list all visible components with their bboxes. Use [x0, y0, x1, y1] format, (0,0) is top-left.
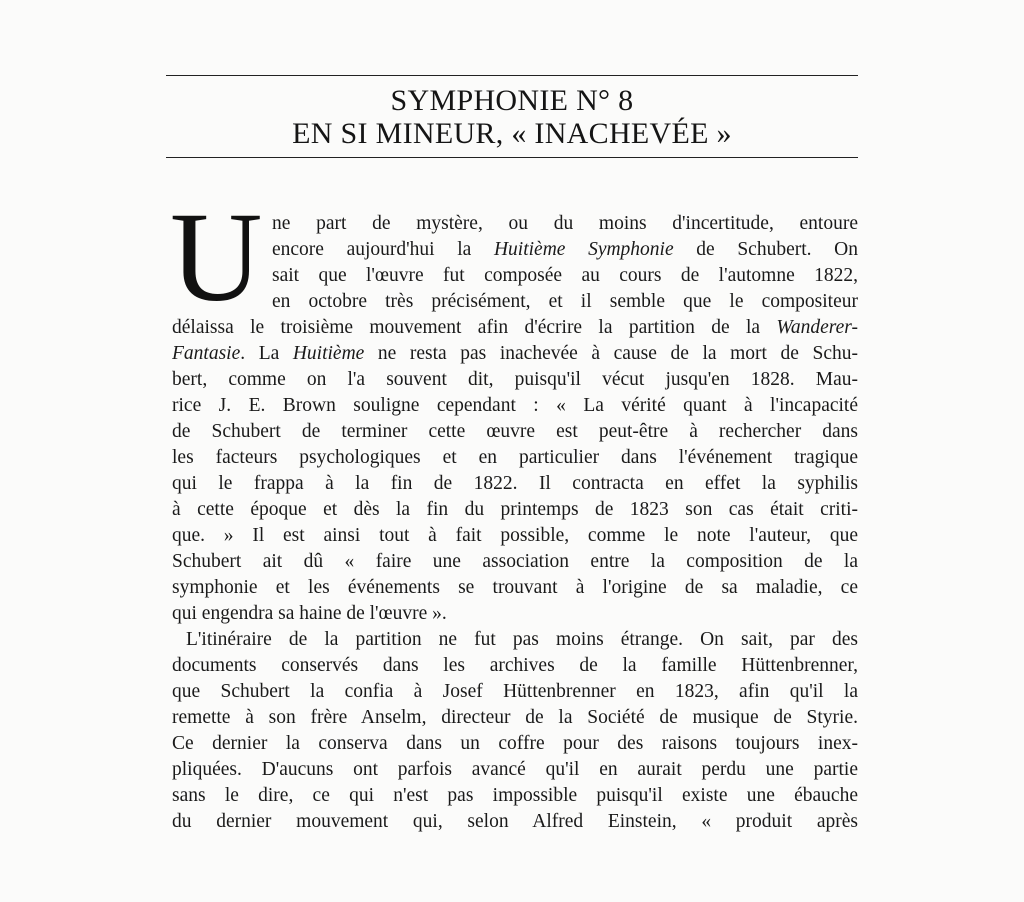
text-line: qui le frappa à la fin de 1822. Il contracta en effet la syphilis [172, 473, 858, 494]
text-line: rice J. E. Brown souligne cependant : « La vérité quant à l'incapacité [172, 395, 858, 416]
text-line: remette à son frère Anselm, directeur de la Société de musique de Styrie. [172, 707, 858, 728]
text-line: qui engendra sa haine de l'œuvre ». [172, 603, 447, 624]
title-line-1: SYMPHONIE N° 8 [390, 84, 634, 117]
italic-title: Huitième [292, 343, 365, 364]
text-line: de Schubert de terminer cette œuvre est peut-être à rechercher dans [172, 421, 858, 442]
text-line: délaissa le troisième mouvement afin d'écrire la partition de la Wanderer- [172, 317, 858, 338]
text-line: que. » Il est ainsi tout à fait possible, comme le note l'auteur, que [172, 525, 858, 546]
italic-title: Huitième Symphonie [493, 239, 674, 260]
text-line: L'itinéraire de la partition ne fut pas moins étrange. On sait, par des [186, 629, 858, 650]
drop-cap: U [170, 186, 263, 328]
text-line: du dernier mouvement qui, selon Alfred Einstein, « produit après [172, 811, 858, 832]
text-line: encore aujourd'hui la Huitième Symphonie de Schubert. On [272, 239, 858, 260]
bottom-rule [166, 157, 858, 158]
text-line: Ce dernier la conserva dans un coffre pour des raisons toujours inex- [172, 733, 858, 754]
text-line: que Schubert la confia à Josef Hüttenbrenner en 1823, afin qu'il la [172, 681, 858, 702]
text-line: documents conservés dans les archives de la famille Hüttenbrenner, [172, 655, 858, 676]
text-line: à cette époque et dès la fin du printemps de 1823 son cas était criti- [172, 499, 858, 520]
text-line: bert, comme on l'a souvent dit, puisqu'il vécut jusqu'en 1828. Mau- [172, 369, 858, 390]
top-rule [166, 75, 858, 76]
text-line: sait que l'œuvre fut composée au cours de l'automne 1822, [272, 265, 858, 286]
text-line: Schubert ait dû « faire une association entre la composition de la [172, 551, 858, 572]
text-line: pliquées. D'aucuns ont parfois avancé qu'il en aurait perdu une partie [172, 759, 858, 780]
text-line: symphonie et les événements se trouvant à l'origine de sa maladie, ce [172, 577, 858, 598]
text-line: Fantasie. La Huitième ne resta pas inachevée à cause de la mort de Schu- [172, 343, 858, 364]
title-line-2: EN SI MINEUR, « INACHEVÉE » [292, 117, 732, 150]
italic-title: Fantasie [172, 343, 241, 364]
text-line: sans le dire, ce qui n'est pas impossible puisqu'il existe une ébauche [172, 785, 858, 806]
italic-title: Wanderer- [776, 317, 858, 338]
text-line: en octobre très précisément, et il semble que le compositeur [272, 291, 858, 312]
text-line: les facteurs psychologiques et en particulier dans l'événement tragique [172, 447, 858, 468]
text-line: ne part de mystère, ou du moins d'incertitude, entoure [272, 213, 858, 234]
